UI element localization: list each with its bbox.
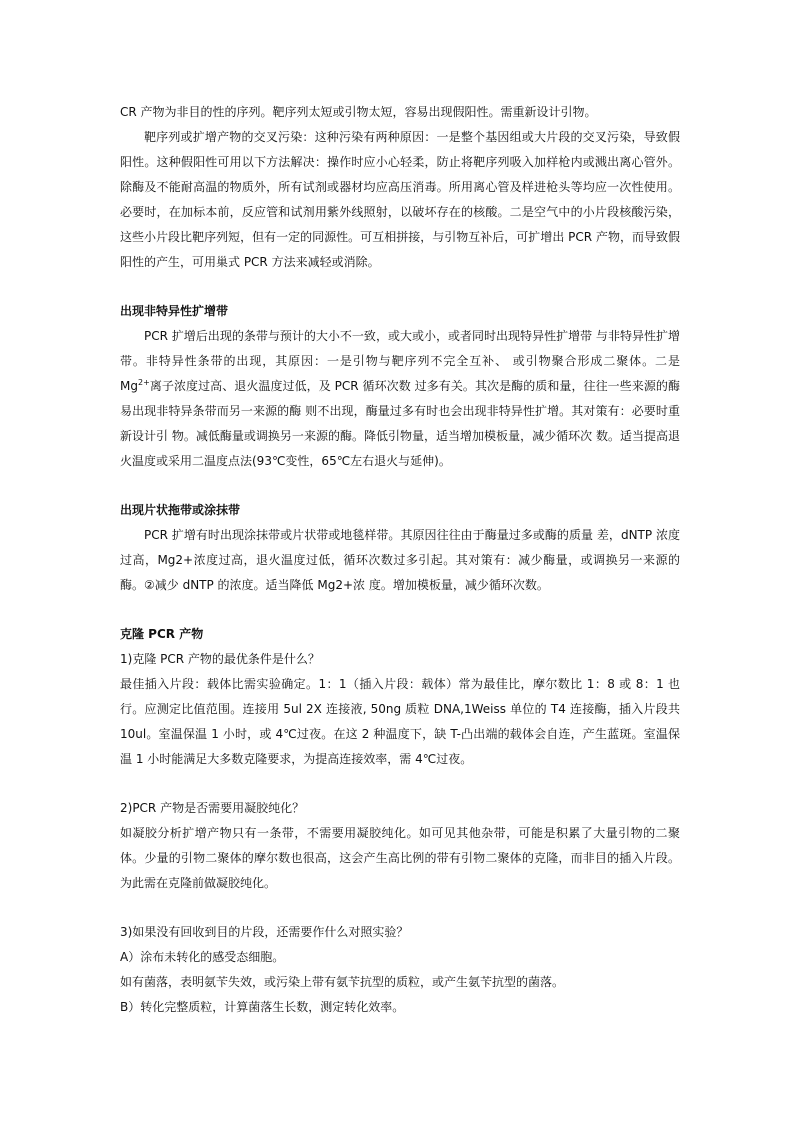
spacer — [120, 474, 680, 498]
paragraph-smear-bands: PCR 扩增有时出现涂抹带或片状带或地毯样带。其原因往往由于酶量过多或酶的质量 差，dNTP 浓度过高，Mg2+浓度过高，退火温度过低，循环次数过多引起。其对策有：减少酶量，或调换另一来源的酶。②减少 dNTP 的浓度。适当降低 Mg2+浓 度。增加模板量，减少循环次数。 — [120, 528, 680, 592]
question-1: 1)克隆 PCR 产物的最优条件是什么？ — [120, 652, 320, 666]
spacer — [120, 896, 680, 920]
paragraph-false-positive-primer: CR 产物为非目的性的序列。靶序列太短或引物太短，容易出现假阳性。需重新设计引物。 — [120, 105, 597, 119]
answer-3-item-b: B）转化完整质粒，计算菌落生长数，测定转化效率。 — [120, 1000, 405, 1014]
question-2: 2)PCR 产物是否需要用凝胶纯化？ — [120, 801, 305, 815]
answer-3-explanation: 如有菌落，表明氨苄失效，或污染上带有氨苄抗型的质粒，或产生氨苄抗型的菌落。 — [120, 975, 565, 989]
paragraph-nonspecific-bands — [120, 324, 680, 474]
answer-2: 如凝胶分析扩增产物只有一条带，不需要用凝胶纯化。如可见其他杂带，可能是积累了大量引物的二聚体。少量的引物二聚体的摩尔数也很高，这会产生高比例的带有引物二聚体的克隆，而非目的插入片段。为此需在克隆前做凝胶纯化。 — [120, 826, 680, 890]
heading-nonspecific-bands: 出现非特异性扩增带 — [120, 304, 229, 318]
text-nonspecific-part2: 离子浓度过高、退火温度过低，及 PCR 循环次数 过多有关。其次是酶的质和量，往往一些来源的酶易出现非特异条带而另一来源的酶 则不出现，酶量过多有时也会出现非特异性扩增。其对策有：必要时重新设计引 物。减低酶量或调换另一来源的酶。降低引物量，适当增加模板量，减少循环次 数。适当提高退火温度或采用二温度点法(93℃变性，65℃左右退火与延伸)。 — [120, 379, 680, 468]
text-nonspecific-part1: PCR 扩增后出现的条带与预计的大小不一致，或大或小，或者同时出现特异性扩增带 与非特异性扩增带。非特异性条带的出现，其原因：一是引物与靶序列不完全互补、 或引物聚合形成二聚体。二是 Mg — [120, 329, 680, 393]
question-3: 3)如果没有回收到目的片段，还需要作什么对照实验？ — [120, 925, 409, 939]
heading-smear-bands: 出现片状拖带或涂抹带 — [120, 503, 241, 517]
paragraph-cross-contamination: 靶序列或扩增产物的交叉污染：这种污染有两种原因：一是整个基因组或大片段的交叉污染，导致假阳性。这种假阳性可用以下方法解决：操作时应小心轻柔，防止将靶序列吸入加样枪内或溅出离心管外。除酶及不能耐高温的物质外，所有试剂或器材均应高压消毒。所用离心管及样进枪头等均应一次性使用。必要时，在加标本前，反应管和试剂用紫外线照射，以破坏存在的核酸。二是空气中的小片段核酸污染，这些小片段比靶序列短，但有一定的同源性。可互相拼接，与引物互补后，可扩增出 PCR 产物，而导致假阳性的产生，可用巢式 PCR 方法来减轻或消除。 — [120, 130, 680, 269]
answer-3-item-a: A）涂布未转化的感受态细胞。 — [120, 950, 285, 964]
spacer — [120, 598, 680, 622]
superscript-mg-charge: 2+ — [137, 378, 150, 387]
answer-1: 最佳插入片段：载体比需实验确定。1：1（插入片段：载体）常为最佳比，摩尔数比 1：8 或 8：1 也行。应测定比值范围。连接用 5ul 2X 连接液, 50ng 质粒 DNA,1Weiss 单位的 T4 连接酶，插入片段共 10ul。室温保温 1 小时，或 4℃过夜。在这 2 种温度下，缺 T-凸出端的载体会自连，产生蓝斑。室温保温 1 小时能满足大多数克隆要求，为提高连接效率，需 4℃过夜。 — [120, 677, 680, 766]
spacer — [120, 275, 680, 299]
heading-clone-pcr: 克隆 PCR 产物 — [120, 627, 204, 641]
document-page — [120, 100, 680, 1020]
spacer — [120, 772, 680, 796]
